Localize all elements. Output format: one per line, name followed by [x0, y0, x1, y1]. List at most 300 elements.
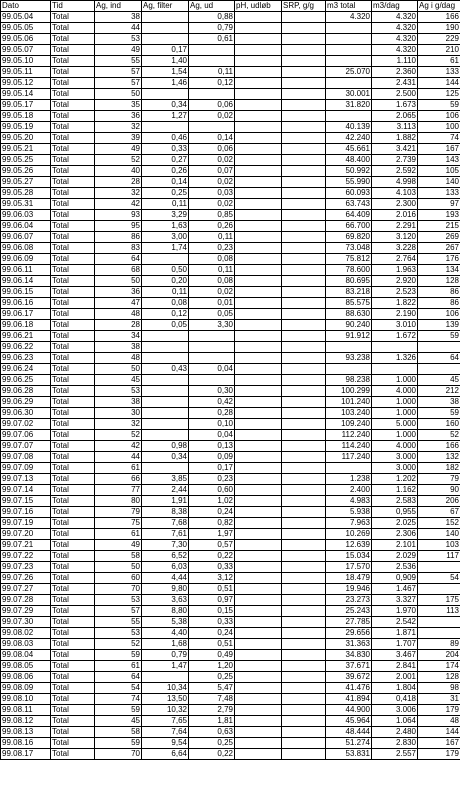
- cell-tid[interactable]: Total: [51, 606, 95, 617]
- cell-m3-total[interactable]: 78.600: [326, 265, 372, 276]
- cell-m3-total[interactable]: 31.363: [326, 639, 372, 650]
- cell-ph-udlob[interactable]: [235, 397, 282, 408]
- cell-m3-total[interactable]: 41.476: [326, 683, 372, 694]
- cell-m3-total[interactable]: [326, 364, 372, 375]
- cell-dato[interactable]: 99.07.28: [1, 595, 51, 606]
- cell-ph-udlob[interactable]: [235, 716, 282, 727]
- cell-ph-udlob[interactable]: [235, 650, 282, 661]
- cell-ag-ind[interactable]: 79: [95, 507, 142, 518]
- cell-ag-g-dag[interactable]: 167: [418, 738, 460, 749]
- cell-m3-dag[interactable]: 2.542: [372, 617, 418, 628]
- cell-ag-ind[interactable]: 64: [95, 254, 142, 265]
- cell-ph-udlob[interactable]: [235, 342, 282, 353]
- cell-ag-ud[interactable]: 0,11: [189, 232, 235, 243]
- cell-ag-filter[interactable]: 9,80: [142, 584, 189, 595]
- cell-ag-filter[interactable]: 0,33: [142, 144, 189, 155]
- cell-dato[interactable]: 99.08.13: [1, 727, 51, 738]
- cell-ph-udlob[interactable]: [235, 606, 282, 617]
- cell-ag-ud[interactable]: 0,25: [189, 672, 235, 683]
- cell-m3-dag[interactable]: 1.467: [372, 584, 418, 595]
- cell-m3-total[interactable]: 5.938: [326, 507, 372, 518]
- cell-m3-dag[interactable]: 2.480: [372, 727, 418, 738]
- cell-m3-dag[interactable]: 2.583: [372, 496, 418, 507]
- cell-ag-ind[interactable]: 50: [95, 364, 142, 375]
- col-header-ag-filter[interactable]: Ag, filter: [142, 1, 189, 12]
- cell-ag-ind[interactable]: 28: [95, 177, 142, 188]
- cell-ag-filter[interactable]: [142, 386, 189, 397]
- cell-tid[interactable]: Total: [51, 210, 95, 221]
- cell-srp[interactable]: [282, 133, 326, 144]
- cell-m3-dag[interactable]: 2.029: [372, 551, 418, 562]
- cell-dato[interactable]: 99.07.30: [1, 617, 51, 628]
- col-header-tid[interactable]: Tid: [51, 1, 95, 12]
- cell-ag-ind[interactable]: 52: [95, 430, 142, 441]
- cell-tid[interactable]: Total: [51, 287, 95, 298]
- cell-tid[interactable]: Total: [51, 166, 95, 177]
- cell-ag-g-dag[interactable]: 193: [418, 210, 460, 221]
- cell-dato[interactable]: 99.06.29: [1, 397, 51, 408]
- cell-ag-g-dag[interactable]: 106: [418, 111, 460, 122]
- cell-tid[interactable]: Total: [51, 419, 95, 430]
- cell-m3-total[interactable]: 117.240: [326, 452, 372, 463]
- cell-ag-filter[interactable]: 8,38: [142, 507, 189, 518]
- cell-m3-dag[interactable]: 2.536: [372, 562, 418, 573]
- cell-ph-udlob[interactable]: [235, 694, 282, 705]
- cell-ag-ud[interactable]: 0,28: [189, 408, 235, 419]
- cell-ag-ind[interactable]: 52: [95, 155, 142, 166]
- cell-tid[interactable]: Total: [51, 562, 95, 573]
- cell-ag-ud[interactable]: 0,15: [189, 606, 235, 617]
- cell-m3-dag[interactable]: 2.841: [372, 661, 418, 672]
- cell-tid[interactable]: Total: [51, 661, 95, 672]
- cell-ag-ud[interactable]: 0,22: [189, 551, 235, 562]
- cell-ag-ud[interactable]: 0,02: [189, 111, 235, 122]
- cell-ag-filter[interactable]: 7,65: [142, 716, 189, 727]
- cell-tid[interactable]: Total: [51, 144, 95, 155]
- cell-m3-total[interactable]: 41.894: [326, 694, 372, 705]
- cell-m3-dag[interactable]: 2.291: [372, 221, 418, 232]
- cell-ag-ud[interactable]: 0,12: [189, 78, 235, 89]
- cell-ph-udlob[interactable]: [235, 122, 282, 133]
- cell-ag-filter[interactable]: [142, 89, 189, 100]
- cell-dato[interactable]: 99.08.06: [1, 672, 51, 683]
- cell-srp[interactable]: [282, 463, 326, 474]
- cell-ag-ud[interactable]: 0,57: [189, 540, 235, 551]
- cell-tid[interactable]: Total: [51, 551, 95, 562]
- cell-m3-total[interactable]: 45.661: [326, 144, 372, 155]
- cell-dato[interactable]: 99.08.17: [1, 749, 51, 760]
- cell-m3-dag[interactable]: 4.998: [372, 177, 418, 188]
- cell-ag-ind[interactable]: 45: [95, 716, 142, 727]
- cell-ag-g-dag[interactable]: 113: [418, 606, 460, 617]
- cell-ag-ud[interactable]: 0,24: [189, 507, 235, 518]
- cell-tid[interactable]: Total: [51, 364, 95, 375]
- cell-tid[interactable]: Total: [51, 496, 95, 507]
- cell-m3-total[interactable]: 80.695: [326, 276, 372, 287]
- cell-m3-total[interactable]: 55.990: [326, 177, 372, 188]
- cell-tid[interactable]: Total: [51, 111, 95, 122]
- cell-ag-ind[interactable]: 77: [95, 485, 142, 496]
- cell-m3-total[interactable]: 4.983: [326, 496, 372, 507]
- cell-ph-udlob[interactable]: [235, 727, 282, 738]
- cell-m3-dag[interactable]: 2.360: [372, 67, 418, 78]
- cell-ag-g-dag[interactable]: 269: [418, 232, 460, 243]
- cell-m3-dag[interactable]: [372, 342, 418, 353]
- cell-ag-ind[interactable]: 42: [95, 441, 142, 452]
- cell-ph-udlob[interactable]: [235, 540, 282, 551]
- cell-ph-udlob[interactable]: [235, 23, 282, 34]
- cell-tid[interactable]: Total: [51, 507, 95, 518]
- cell-srp[interactable]: [282, 584, 326, 595]
- cell-m3-dag[interactable]: 4.320: [372, 23, 418, 34]
- cell-tid[interactable]: Total: [51, 298, 95, 309]
- cell-tid[interactable]: Total: [51, 518, 95, 529]
- cell-ag-filter[interactable]: 0,20: [142, 276, 189, 287]
- cell-ag-g-dag[interactable]: 134: [418, 265, 460, 276]
- cell-srp[interactable]: [282, 452, 326, 463]
- cell-ag-g-dag[interactable]: 174: [418, 661, 460, 672]
- cell-dato[interactable]: 99.07.29: [1, 606, 51, 617]
- col-header-dato[interactable]: Dato: [1, 1, 51, 12]
- cell-srp[interactable]: [282, 67, 326, 78]
- cell-ag-ud[interactable]: 0,02: [189, 199, 235, 210]
- cell-ag-ud[interactable]: 1,02: [189, 496, 235, 507]
- cell-ag-ud[interactable]: 0,03: [189, 188, 235, 199]
- cell-tid[interactable]: Total: [51, 452, 95, 463]
- cell-ag-ud[interactable]: 0,10: [189, 419, 235, 430]
- cell-ag-ud[interactable]: 0,61: [189, 34, 235, 45]
- cell-ph-udlob[interactable]: [235, 375, 282, 386]
- cell-tid[interactable]: Total: [51, 694, 95, 705]
- cell-tid[interactable]: Total: [51, 375, 95, 386]
- cell-ag-ind[interactable]: 55: [95, 617, 142, 628]
- cell-ag-g-dag[interactable]: [418, 628, 460, 639]
- cell-srp[interactable]: [282, 683, 326, 694]
- cell-ag-ind[interactable]: 60: [95, 573, 142, 584]
- cell-ph-udlob[interactable]: [235, 45, 282, 56]
- cell-ag-g-dag[interactable]: 179: [418, 705, 460, 716]
- cell-ph-udlob[interactable]: [235, 474, 282, 485]
- cell-srp[interactable]: [282, 254, 326, 265]
- cell-m3-total[interactable]: 25.070: [326, 67, 372, 78]
- cell-ag-ud[interactable]: 0,08: [189, 276, 235, 287]
- cell-ag-ud[interactable]: 5,47: [189, 683, 235, 694]
- cell-ag-filter[interactable]: [142, 672, 189, 683]
- cell-m3-total[interactable]: 91.912: [326, 331, 372, 342]
- cell-srp[interactable]: [282, 89, 326, 100]
- cell-tid[interactable]: Total: [51, 584, 95, 595]
- cell-ag-filter[interactable]: 0,05: [142, 320, 189, 331]
- cell-ag-filter[interactable]: 0,79: [142, 650, 189, 661]
- cell-m3-total[interactable]: 51.274: [326, 738, 372, 749]
- cell-tid[interactable]: Total: [51, 265, 95, 276]
- cell-dato[interactable]: 99.07.06: [1, 430, 51, 441]
- col-header-ag-ind[interactable]: Ag, ind: [95, 1, 142, 12]
- cell-dato[interactable]: 99.07.07: [1, 441, 51, 452]
- cell-ag-ind[interactable]: 47: [95, 298, 142, 309]
- cell-tid[interactable]: Total: [51, 199, 95, 210]
- cell-ag-filter[interactable]: 7,64: [142, 727, 189, 738]
- cell-ph-udlob[interactable]: [235, 353, 282, 364]
- cell-dato[interactable]: 99.08.04: [1, 650, 51, 661]
- cell-ag-ud[interactable]: 0,13: [189, 441, 235, 452]
- cell-ag-ud[interactable]: 0,23: [189, 474, 235, 485]
- cell-ag-ud[interactable]: 0,01: [189, 298, 235, 309]
- cell-dato[interactable]: 99.05.21: [1, 144, 51, 155]
- cell-dato[interactable]: 99.08.12: [1, 716, 51, 727]
- cell-ag-ud[interactable]: 0,02: [189, 155, 235, 166]
- cell-m3-total[interactable]: 93.238: [326, 353, 372, 364]
- cell-ag-ud[interactable]: 0,42: [189, 397, 235, 408]
- cell-tid[interactable]: Total: [51, 12, 95, 23]
- cell-ag-ud[interactable]: 0,11: [189, 67, 235, 78]
- cell-ph-udlob[interactable]: [235, 12, 282, 23]
- cell-ag-filter[interactable]: 0,08: [142, 298, 189, 309]
- cell-srp[interactable]: [282, 309, 326, 320]
- cell-ph-udlob[interactable]: [235, 441, 282, 452]
- cell-m3-total[interactable]: [326, 45, 372, 56]
- cell-ag-ud[interactable]: 0,30: [189, 386, 235, 397]
- cell-m3-total[interactable]: 100.299: [326, 386, 372, 397]
- cell-tid[interactable]: Total: [51, 254, 95, 265]
- cell-dato[interactable]: 99.08.11: [1, 705, 51, 716]
- cell-ph-udlob[interactable]: [235, 386, 282, 397]
- cell-ag-ud[interactable]: 0,04: [189, 364, 235, 375]
- cell-dato[interactable]: 99.05.17: [1, 100, 51, 111]
- cell-ag-ind[interactable]: 44: [95, 23, 142, 34]
- cell-srp[interactable]: [282, 232, 326, 243]
- cell-ag-filter[interactable]: 0,34: [142, 100, 189, 111]
- col-header-ag-g-dag[interactable]: Ag i g/dag: [418, 1, 460, 12]
- cell-m3-dag[interactable]: 1.000: [372, 375, 418, 386]
- cell-ag-g-dag[interactable]: 160: [418, 419, 460, 430]
- cell-ag-ind[interactable]: 38: [95, 397, 142, 408]
- cell-dato[interactable]: 99.08.10: [1, 694, 51, 705]
- cell-ag-filter[interactable]: 0,98: [142, 441, 189, 452]
- cell-dato[interactable]: 99.06.14: [1, 276, 51, 287]
- cell-m3-dag[interactable]: 1.000: [372, 408, 418, 419]
- cell-tid[interactable]: Total: [51, 749, 95, 760]
- cell-ag-filter[interactable]: [142, 408, 189, 419]
- cell-ag-ind[interactable]: 59: [95, 705, 142, 716]
- cell-ag-ind[interactable]: 53: [95, 386, 142, 397]
- cell-ph-udlob[interactable]: [235, 309, 282, 320]
- cell-ag-ud[interactable]: [189, 342, 235, 353]
- cell-ag-g-dag[interactable]: 204: [418, 650, 460, 661]
- cell-ag-g-dag[interactable]: 103: [418, 540, 460, 551]
- cell-ag-ind[interactable]: 32: [95, 419, 142, 430]
- cell-tid[interactable]: Total: [51, 738, 95, 749]
- cell-ag-ind[interactable]: 64: [95, 672, 142, 683]
- cell-ph-udlob[interactable]: [235, 166, 282, 177]
- cell-ag-ud[interactable]: 0,82: [189, 518, 235, 529]
- cell-srp[interactable]: [282, 12, 326, 23]
- cell-ag-filter[interactable]: [142, 353, 189, 364]
- cell-dato[interactable]: 99.06.18: [1, 320, 51, 331]
- cell-srp[interactable]: [282, 243, 326, 254]
- cell-m3-dag[interactable]: 3.000: [372, 452, 418, 463]
- cell-m3-dag[interactable]: 4.320: [372, 12, 418, 23]
- cell-ph-udlob[interactable]: [235, 243, 282, 254]
- cell-ag-g-dag[interactable]: 140: [418, 177, 460, 188]
- cell-ag-g-dag[interactable]: 59: [418, 331, 460, 342]
- cell-tid[interactable]: Total: [51, 485, 95, 496]
- cell-ag-filter[interactable]: 0,50: [142, 265, 189, 276]
- cell-ph-udlob[interactable]: [235, 430, 282, 441]
- cell-m3-dag[interactable]: 1.000: [372, 430, 418, 441]
- cell-ag-g-dag[interactable]: 125: [418, 89, 460, 100]
- cell-m3-total[interactable]: 69.820: [326, 232, 372, 243]
- cell-srp[interactable]: [282, 155, 326, 166]
- cell-m3-total[interactable]: 64.409: [326, 210, 372, 221]
- cell-ph-udlob[interactable]: [235, 100, 282, 111]
- cell-ag-filter[interactable]: 0,11: [142, 199, 189, 210]
- cell-ag-ud[interactable]: [189, 353, 235, 364]
- cell-ag-ud[interactable]: 0,26: [189, 221, 235, 232]
- cell-m3-total[interactable]: 75.812: [326, 254, 372, 265]
- cell-tid[interactable]: Total: [51, 342, 95, 353]
- cell-ag-ud[interactable]: 0,88: [189, 12, 235, 23]
- cell-m3-total[interactable]: 73.048: [326, 243, 372, 254]
- cell-tid[interactable]: Total: [51, 353, 95, 364]
- cell-ag-filter[interactable]: 3,29: [142, 210, 189, 221]
- cell-ag-filter[interactable]: 13,50: [142, 694, 189, 705]
- cell-ph-udlob[interactable]: [235, 56, 282, 67]
- cell-dato[interactable]: 99.05.18: [1, 111, 51, 122]
- cell-m3-dag[interactable]: 3.421: [372, 144, 418, 155]
- cell-ag-filter[interactable]: 0,11: [142, 287, 189, 298]
- cell-srp[interactable]: [282, 298, 326, 309]
- cell-ag-ud[interactable]: 1,97: [189, 529, 235, 540]
- cell-ag-filter[interactable]: 0,12: [142, 309, 189, 320]
- cell-dato[interactable]: 99.05.07: [1, 45, 51, 56]
- cell-dato[interactable]: 99.07.08: [1, 452, 51, 463]
- cell-ag-filter[interactable]: 6,03: [142, 562, 189, 573]
- cell-m3-total[interactable]: 63.743: [326, 199, 372, 210]
- cell-ag-g-dag[interactable]: 133: [418, 67, 460, 78]
- cell-ag-ind[interactable]: 55: [95, 56, 142, 67]
- cell-ag-ind[interactable]: 36: [95, 111, 142, 122]
- cell-ag-ind[interactable]: 86: [95, 232, 142, 243]
- cell-dato[interactable]: 99.07.19: [1, 518, 51, 529]
- cell-ag-g-dag[interactable]: 97: [418, 199, 460, 210]
- cell-ag-g-dag[interactable]: 133: [418, 188, 460, 199]
- cell-dato[interactable]: 99.05.26: [1, 166, 51, 177]
- cell-srp[interactable]: [282, 199, 326, 210]
- cell-ag-filter[interactable]: 7,61: [142, 529, 189, 540]
- cell-ag-g-dag[interactable]: 140: [418, 529, 460, 540]
- cell-m3-dag[interactable]: 1.707: [372, 639, 418, 650]
- cell-ag-g-dag[interactable]: 89: [418, 639, 460, 650]
- cell-m3-total[interactable]: 10.269: [326, 529, 372, 540]
- cell-ag-filter[interactable]: 4,44: [142, 573, 189, 584]
- cell-dato[interactable]: 99.07.13: [1, 474, 51, 485]
- cell-ag-ind[interactable]: 61: [95, 529, 142, 540]
- cell-dato[interactable]: 99.06.09: [1, 254, 51, 265]
- cell-dato[interactable]: 99.07.21: [1, 540, 51, 551]
- cell-m3-total[interactable]: 37.671: [326, 661, 372, 672]
- cell-m3-dag[interactable]: 2.830: [372, 738, 418, 749]
- cell-ag-filter[interactable]: 6,52: [142, 551, 189, 562]
- cell-ag-filter[interactable]: 0,43: [142, 364, 189, 375]
- cell-srp[interactable]: [282, 474, 326, 485]
- cell-m3-total[interactable]: 50.992: [326, 166, 372, 177]
- cell-m3-dag[interactable]: 3.010: [372, 320, 418, 331]
- cell-srp[interactable]: [282, 441, 326, 452]
- cell-ag-ud[interactable]: 0,08: [189, 254, 235, 265]
- cell-ag-ind[interactable]: 61: [95, 661, 142, 672]
- cell-ag-ud[interactable]: 1,20: [189, 661, 235, 672]
- cell-dato[interactable]: 99.05.27: [1, 177, 51, 188]
- cell-tid[interactable]: Total: [51, 705, 95, 716]
- cell-ag-ud[interactable]: 0,24: [189, 628, 235, 639]
- cell-m3-total[interactable]: 15.034: [326, 551, 372, 562]
- cell-tid[interactable]: Total: [51, 177, 95, 188]
- cell-srp[interactable]: [282, 518, 326, 529]
- cell-m3-total[interactable]: [326, 342, 372, 353]
- cell-srp[interactable]: [282, 364, 326, 375]
- cell-ph-udlob[interactable]: [235, 672, 282, 683]
- cell-ag-filter[interactable]: 0,46: [142, 133, 189, 144]
- cell-tid[interactable]: Total: [51, 23, 95, 34]
- cell-m3-total[interactable]: 17.570: [326, 562, 372, 573]
- cell-ph-udlob[interactable]: [235, 144, 282, 155]
- cell-m3-total[interactable]: 98.238: [326, 375, 372, 386]
- cell-ag-ind[interactable]: 39: [95, 133, 142, 144]
- cell-tid[interactable]: Total: [51, 672, 95, 683]
- cell-ag-g-dag[interactable]: [418, 617, 460, 628]
- cell-ph-udlob[interactable]: [235, 210, 282, 221]
- cell-ag-g-dag[interactable]: 105: [418, 166, 460, 177]
- cell-ag-filter[interactable]: [142, 375, 189, 386]
- cell-ag-g-dag[interactable]: 144: [418, 78, 460, 89]
- cell-ph-udlob[interactable]: [235, 452, 282, 463]
- cell-ag-ind[interactable]: 44: [95, 452, 142, 463]
- cell-ag-ud[interactable]: 0,33: [189, 562, 235, 573]
- cell-ph-udlob[interactable]: [235, 551, 282, 562]
- cell-srp[interactable]: [282, 408, 326, 419]
- cell-dato[interactable]: 99.05.31: [1, 199, 51, 210]
- cell-ph-udlob[interactable]: [235, 111, 282, 122]
- cell-tid[interactable]: Total: [51, 155, 95, 166]
- cell-tid[interactable]: Total: [51, 408, 95, 419]
- cell-m3-dag[interactable]: 4.000: [372, 386, 418, 397]
- cell-srp[interactable]: [282, 276, 326, 287]
- cell-ag-ind[interactable]: 50: [95, 562, 142, 573]
- cell-dato[interactable]: 99.06.11: [1, 265, 51, 276]
- cell-m3-total[interactable]: [326, 78, 372, 89]
- cell-ag-ind[interactable]: 49: [95, 540, 142, 551]
- cell-ag-g-dag[interactable]: 128: [418, 276, 460, 287]
- cell-dato[interactable]: 99.05.28: [1, 188, 51, 199]
- cell-srp[interactable]: [282, 353, 326, 364]
- cell-ag-ind[interactable]: 52: [95, 639, 142, 650]
- cell-dato[interactable]: 99.05.05: [1, 23, 51, 34]
- cell-ag-ud[interactable]: 0,51: [189, 584, 235, 595]
- cell-dato[interactable]: 99.06.28: [1, 386, 51, 397]
- cell-ph-udlob[interactable]: [235, 133, 282, 144]
- cell-m3-total[interactable]: 27.785: [326, 617, 372, 628]
- cell-tid[interactable]: Total: [51, 56, 95, 67]
- cell-ag-g-dag[interactable]: 86: [418, 298, 460, 309]
- cell-srp[interactable]: [282, 606, 326, 617]
- cell-m3-dag[interactable]: [372, 364, 418, 375]
- cell-srp[interactable]: [282, 320, 326, 331]
- cell-srp[interactable]: [282, 419, 326, 430]
- cell-srp[interactable]: [282, 430, 326, 441]
- cell-ph-udlob[interactable]: [235, 298, 282, 309]
- cell-ph-udlob[interactable]: [235, 276, 282, 287]
